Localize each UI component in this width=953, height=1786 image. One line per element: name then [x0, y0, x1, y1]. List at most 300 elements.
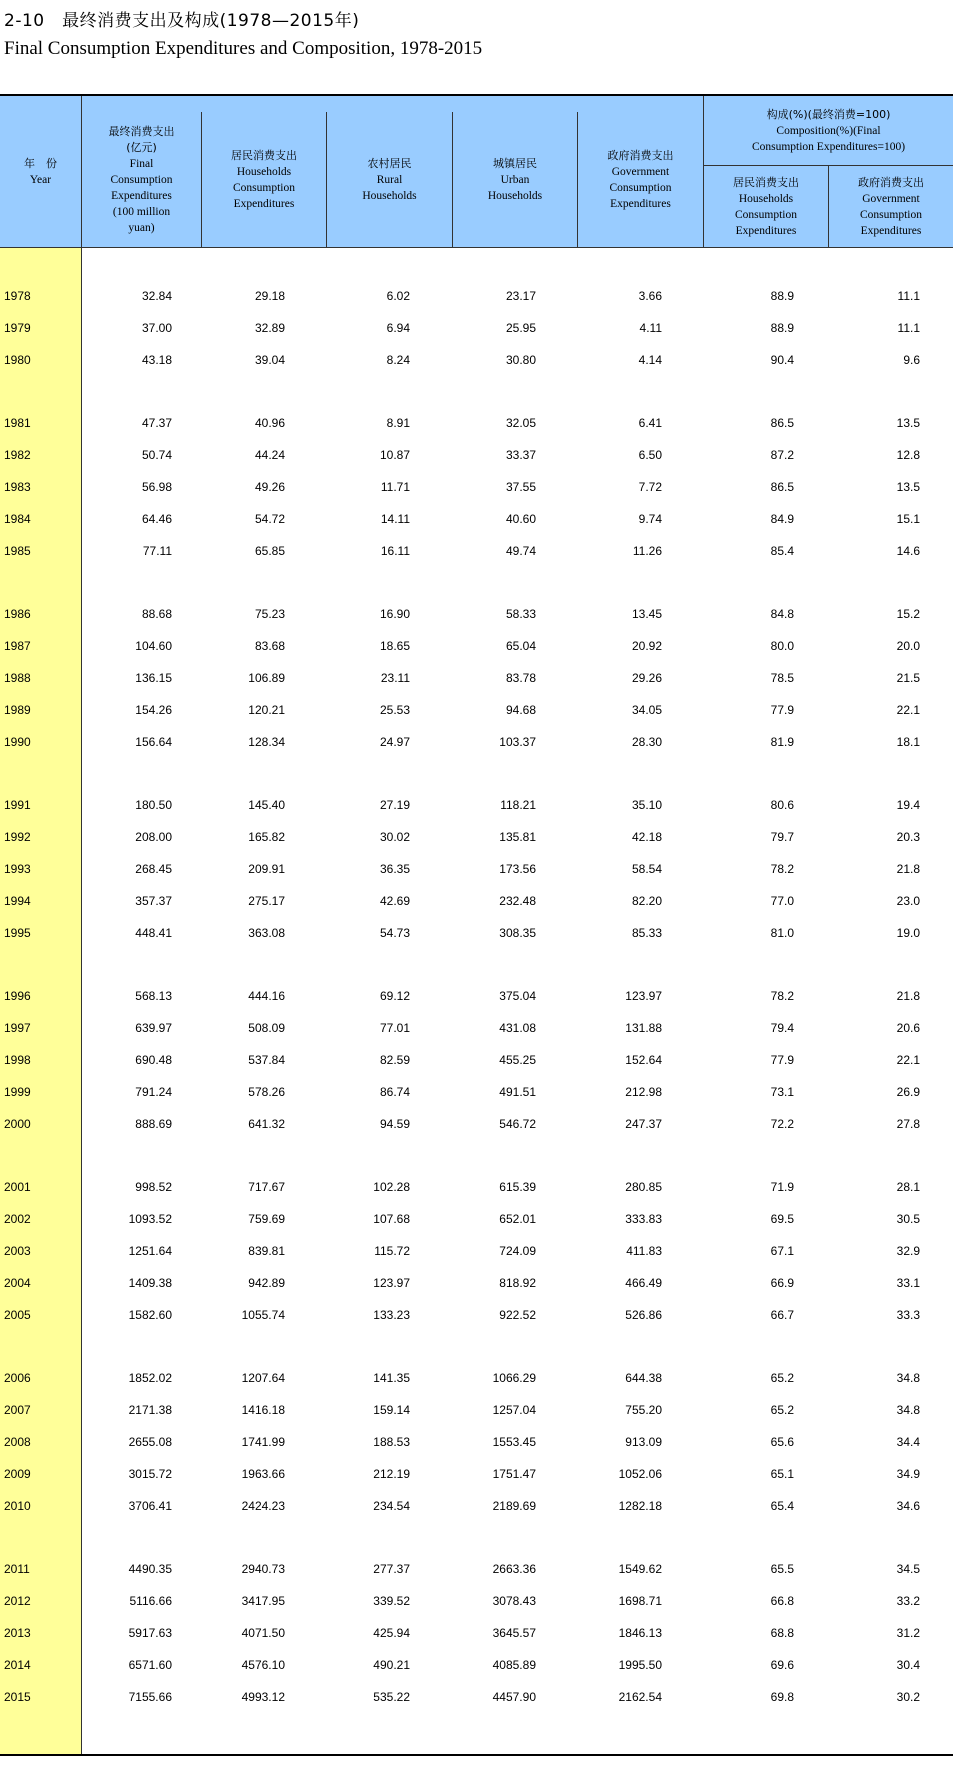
row-cell: 690.48: [135, 1053, 172, 1067]
table-row: [0, 1369, 953, 1389]
row-cell: 1852.02: [128, 1371, 172, 1385]
row-cell: 22.1: [896, 1053, 920, 1067]
table-row: [0, 1242, 953, 1262]
row-cell: 839.81: [248, 1244, 285, 1258]
row-cell: 1553.45: [492, 1435, 536, 1449]
table-row: [0, 542, 953, 562]
row-cell: 21.8: [896, 989, 920, 1003]
row-cell: 84.9: [770, 512, 794, 526]
row-cell: 18.1: [896, 735, 920, 749]
row-cell: 65.2: [770, 1371, 794, 1385]
row-cell: 30.5: [896, 1212, 920, 1226]
row-cell: 86.74: [379, 1085, 410, 1099]
row-cell: 1416.18: [241, 1403, 285, 1417]
row-cell: 77.01: [379, 1021, 410, 1035]
row-cell: 34.6: [896, 1499, 920, 1513]
table-row: [0, 1497, 953, 1517]
row-cell: 333.83: [625, 1212, 662, 1226]
row-year: 2009: [4, 1467, 31, 1481]
row-cell: 78.2: [770, 989, 794, 1003]
table-row: [0, 1624, 953, 1644]
row-cell: 2655.08: [128, 1435, 172, 1449]
row-cell: 65.6: [770, 1435, 794, 1449]
row-cell: 212.98: [625, 1085, 662, 1099]
row-cell: 102.28: [373, 1180, 410, 1194]
row-cell: 65.04: [505, 639, 536, 653]
table-row: [0, 733, 953, 753]
table-row: [0, 1560, 953, 1580]
row-cell: 6571.60: [128, 1658, 172, 1672]
row-cell: 1055.74: [241, 1308, 285, 1322]
row-cell: 16.90: [379, 607, 410, 621]
row-cell: 87.2: [770, 448, 794, 462]
row-cell: 131.88: [625, 1021, 662, 1035]
row-cell: 1549.62: [618, 1562, 662, 1576]
row-cell: 28.30: [631, 735, 662, 749]
row-cell: 1582.60: [128, 1308, 172, 1322]
row-cell: 913.09: [625, 1435, 662, 1449]
row-cell: 66.8: [770, 1594, 794, 1608]
row-cell: 50.74: [141, 448, 172, 462]
row-cell: 1257.04: [492, 1403, 536, 1417]
row-cell: 136.15: [135, 671, 172, 685]
data-table: [0, 94, 953, 1756]
row-cell: 7155.66: [128, 1690, 172, 1704]
row-cell: 69.12: [379, 989, 410, 1003]
row-cell: 11.26: [632, 544, 662, 558]
row-cell: 3.66: [638, 289, 662, 303]
row-cell: 103.37: [499, 735, 536, 749]
row-cell: 27.8: [896, 1117, 920, 1131]
table-row: [0, 414, 953, 434]
row-year: 2001: [4, 1180, 31, 1194]
row-cell: 83.78: [505, 671, 536, 685]
row-year: 2013: [4, 1626, 31, 1640]
row-cell: 1995.50: [618, 1658, 662, 1672]
table-row: [0, 1656, 953, 1676]
header-households: 居民消费支出 Households Consumption Expenditures: [202, 112, 327, 248]
row-cell: 615.39: [499, 1180, 536, 1194]
row-cell: 152.64: [625, 1053, 662, 1067]
row-cell: 66.9: [770, 1276, 794, 1290]
row-cell: 34.8: [896, 1371, 920, 1385]
row-cell: 27.19: [379, 798, 410, 812]
row-year: 2012: [4, 1594, 31, 1608]
row-cell: 67.1: [770, 1244, 794, 1258]
row-cell: 448.41: [135, 926, 172, 940]
row-cell: 85.4: [770, 544, 794, 558]
row-cell: 72.2: [770, 1117, 794, 1131]
row-year: 2010: [4, 1499, 31, 1513]
row-cell: 8.91: [386, 416, 410, 430]
row-cell: 759.69: [248, 1212, 285, 1226]
row-cell: 20.92: [631, 639, 662, 653]
row-cell: 14.11: [380, 512, 410, 526]
header-government: 政府消费支出 Government Consumption Expenditures: [578, 112, 704, 248]
row-cell: 5917.63: [128, 1626, 172, 1640]
row-cell: 16.11: [380, 544, 410, 558]
row-cell: 9.74: [638, 512, 662, 526]
row-cell: 21.5: [896, 671, 920, 685]
row-cell: 78.5: [770, 671, 794, 685]
row-cell: 159.14: [373, 1403, 410, 1417]
table-row: [0, 1401, 953, 1421]
row-cell: 80.6: [770, 798, 794, 812]
row-cell: 3645.57: [492, 1626, 536, 1640]
row-year: 1982: [4, 448, 31, 462]
row-year: 1984: [4, 512, 31, 526]
row-cell: 455.25: [499, 1053, 536, 1067]
table-row: [0, 1051, 953, 1071]
row-cell: 133.23: [373, 1308, 410, 1322]
table-row: [0, 828, 953, 848]
row-cell: 491.51: [499, 1085, 536, 1099]
row-cell: 28.1: [896, 1180, 920, 1194]
table-row: [0, 860, 953, 880]
table-row: [0, 1019, 953, 1039]
row-cell: 29.26: [631, 671, 662, 685]
row-cell: 1251.64: [128, 1244, 172, 1258]
row-cell: 47.37: [141, 416, 172, 430]
row-cell: 268.45: [135, 862, 172, 876]
row-cell: 13.5: [896, 416, 920, 430]
row-cell: 33.3: [896, 1308, 920, 1322]
row-year: 2008: [4, 1435, 31, 1449]
row-cell: 11.1: [897, 289, 920, 303]
row-year: 1985: [4, 544, 31, 558]
row-cell: 9.6: [903, 353, 920, 367]
row-cell: 88.9: [770, 289, 794, 303]
header-final-consumption: 最终消费支出 (亿元) Final Consumption Expenditures (100 million yuan): [82, 112, 202, 248]
table-row: [0, 1433, 953, 1453]
row-cell: 94.59: [379, 1117, 410, 1131]
row-cell: 58.33: [505, 607, 536, 621]
table-row: [0, 1465, 953, 1485]
row-cell: 77.11: [142, 544, 172, 558]
row-cell: 94.68: [505, 703, 536, 717]
row-cell: 363.08: [248, 926, 285, 940]
row-cell: 2940.73: [241, 1562, 285, 1576]
row-cell: 212.19: [373, 1467, 410, 1481]
row-cell: 2171.38: [128, 1403, 172, 1417]
header-urban: 城镇居民 Urban Households: [453, 112, 578, 248]
row-cell: 115.72: [374, 1244, 410, 1258]
row-cell: 32.84: [141, 289, 172, 303]
row-cell: 106.89: [248, 671, 285, 685]
row-cell: 145.40: [248, 798, 285, 812]
row-cell: 86.5: [770, 480, 794, 494]
row-cell: 490.21: [373, 1658, 410, 1672]
row-cell: 49.26: [254, 480, 285, 494]
row-year: 2011: [4, 1562, 30, 1576]
row-cell: 24.97: [379, 735, 410, 749]
row-cell: 641.32: [248, 1117, 285, 1131]
table-row: [0, 924, 953, 944]
row-cell: 165.82: [248, 830, 285, 844]
row-cell: 82.59: [379, 1053, 410, 1067]
row-year: 1997: [4, 1021, 31, 1035]
row-cell: 85.33: [631, 926, 662, 940]
row-cell: 19.4: [896, 798, 920, 812]
row-cell: 280.85: [625, 1180, 662, 1194]
row-cell: 3078.43: [492, 1594, 536, 1608]
row-year: 2007: [4, 1403, 31, 1417]
row-cell: 1066.29: [492, 1371, 536, 1385]
row-cell: 34.9: [896, 1467, 920, 1481]
row-cell: 33.2: [896, 1594, 920, 1608]
row-cell: 30.4: [896, 1658, 920, 1672]
row-cell: 578.26: [248, 1085, 285, 1099]
row-cell: 34.5: [896, 1562, 920, 1576]
row-cell: 35.10: [631, 798, 662, 812]
row-cell: 1207.64: [241, 1371, 285, 1385]
row-cell: 33.37: [505, 448, 536, 462]
row-cell: 3015.72: [128, 1467, 172, 1481]
row-cell: 69.8: [770, 1690, 794, 1704]
row-cell: 717.67: [248, 1180, 285, 1194]
row-cell: 71.9: [770, 1180, 794, 1194]
row-cell: 40.96: [254, 416, 285, 430]
row-cell: 888.69: [135, 1117, 172, 1131]
row-cell: 4.14: [638, 353, 662, 367]
row-cell: 791.24: [135, 1085, 172, 1099]
row-cell: 308.35: [499, 926, 536, 940]
row-cell: 639.97: [135, 1021, 172, 1035]
row-year: 1996: [4, 989, 31, 1003]
row-cell: 18.65: [379, 639, 410, 653]
row-cell: 29.18: [254, 289, 285, 303]
row-cell: 65.4: [770, 1499, 794, 1513]
row-cell: 26.9: [896, 1085, 920, 1099]
row-year: 1994: [4, 894, 31, 908]
row-cell: 5116.66: [129, 1594, 172, 1608]
row-cell: 411.83: [626, 1244, 662, 1258]
row-cell: 69.5: [770, 1212, 794, 1226]
row-cell: 247.37: [625, 1117, 662, 1131]
row-cell: 6.02: [386, 289, 410, 303]
row-cell: 2424.23: [241, 1499, 285, 1513]
row-cell: 32.05: [505, 416, 536, 430]
row-year: 1991: [4, 798, 31, 812]
row-cell: 30.02: [379, 830, 410, 844]
row-cell: 73.1: [770, 1085, 794, 1099]
row-cell: 65.2: [770, 1403, 794, 1417]
row-cell: 37.00: [141, 321, 172, 335]
header-year: 年 份 Year: [0, 96, 82, 248]
row-year: 1999: [4, 1085, 31, 1099]
row-cell: 75.23: [254, 607, 285, 621]
row-cell: 79.7: [770, 830, 794, 844]
row-cell: 998.52: [135, 1180, 172, 1194]
row-year: 2006: [4, 1371, 31, 1385]
row-cell: 34.8: [896, 1403, 920, 1417]
row-cell: 188.53: [373, 1435, 410, 1449]
row-cell: 1698.71: [618, 1594, 662, 1608]
row-cell: 31.2: [896, 1626, 920, 1640]
table-row: [0, 1115, 953, 1135]
row-year: 1979: [4, 321, 31, 335]
row-cell: 77.9: [770, 1053, 794, 1067]
row-cell: 81.9: [770, 735, 794, 749]
row-cell: 755.20: [625, 1403, 662, 1417]
row-cell: 4085.89: [492, 1658, 536, 1672]
row-cell: 234.54: [373, 1499, 410, 1513]
row-cell: 34.05: [631, 703, 662, 717]
row-cell: 466.49: [625, 1276, 662, 1290]
row-cell: 82.20: [631, 894, 662, 908]
table-row: [0, 351, 953, 371]
header-comp-government: 政府消费支出 Government Consumption Expenditures: [829, 166, 953, 248]
row-cell: 1409.38: [128, 1276, 172, 1290]
row-cell: 43.18: [141, 353, 172, 367]
row-cell: 8.24: [386, 353, 410, 367]
table-row: [0, 1592, 953, 1612]
row-cell: 65.1: [770, 1467, 794, 1481]
row-cell: 77.0: [770, 894, 794, 908]
row-cell: 644.38: [625, 1371, 662, 1385]
row-cell: 30.2: [896, 1690, 920, 1704]
row-cell: 4.11: [639, 321, 662, 335]
row-cell: 431.08: [499, 1021, 536, 1035]
row-cell: 141.35: [373, 1371, 410, 1385]
row-cell: 942.89: [248, 1276, 285, 1290]
row-cell: 22.1: [896, 703, 920, 717]
row-cell: 1282.18: [618, 1499, 662, 1513]
row-cell: 537.84: [248, 1053, 285, 1067]
row-cell: 34.4: [896, 1435, 920, 1449]
row-cell: 425.94: [373, 1626, 410, 1640]
row-cell: 13.5: [896, 480, 920, 494]
row-year: 1998: [4, 1053, 31, 1067]
row-cell: 68.8: [770, 1626, 794, 1640]
row-cell: 4457.90: [492, 1690, 536, 1704]
row-cell: 33.1: [896, 1276, 920, 1290]
row-cell: 1741.99: [241, 1435, 285, 1449]
row-cell: 19.0: [896, 926, 920, 940]
row-year: 1993: [4, 862, 31, 876]
row-year: 2003: [4, 1244, 31, 1258]
row-cell: 209.91: [248, 862, 285, 876]
row-cell: 1052.06: [618, 1467, 662, 1481]
row-cell: 123.97: [373, 1276, 410, 1290]
row-cell: 526.86: [625, 1308, 662, 1322]
row-year: 2000: [4, 1117, 31, 1131]
row-cell: 4490.35: [128, 1562, 172, 1576]
row-cell: 88.68: [141, 607, 172, 621]
row-cell: 65.85: [254, 544, 285, 558]
row-cell: 42.18: [631, 830, 662, 844]
table-row: [0, 478, 953, 498]
row-cell: 173.56: [499, 862, 536, 876]
row-cell: 40.60: [505, 512, 536, 526]
row-cell: 120.21: [248, 703, 285, 717]
row-cell: 6.50: [638, 448, 662, 462]
row-cell: 6.41: [638, 416, 662, 430]
row-cell: 444.16: [248, 989, 285, 1003]
row-cell: 724.09: [499, 1244, 536, 1258]
row-cell: 25.95: [505, 321, 536, 335]
table-row: [0, 1274, 953, 1294]
row-cell: 23.0: [896, 894, 920, 908]
row-cell: 6.94: [386, 321, 410, 335]
table-row: [0, 987, 953, 1007]
row-cell: 339.52: [373, 1594, 410, 1608]
row-year: 1987: [4, 639, 31, 653]
row-cell: 107.68: [373, 1212, 410, 1226]
row-cell: 37.55: [505, 480, 536, 494]
row-cell: 123.97: [625, 989, 662, 1003]
row-cell: 39.04: [254, 353, 285, 367]
row-cell: 44.24: [254, 448, 285, 462]
row-cell: 375.04: [499, 989, 536, 1003]
row-cell: 7.72: [638, 480, 662, 494]
table-row: [0, 446, 953, 466]
row-cell: 508.09: [248, 1021, 285, 1035]
row-year: 1986: [4, 607, 31, 621]
table-row: [0, 319, 953, 339]
row-year: 2014: [4, 1658, 31, 1672]
row-cell: 2663.36: [492, 1562, 536, 1576]
row-cell: 36.35: [379, 862, 410, 876]
row-cell: 13.45: [631, 607, 662, 621]
row-cell: 84.8: [770, 607, 794, 621]
row-cell: 20.6: [896, 1021, 920, 1035]
row-cell: 277.37: [373, 1562, 410, 1576]
row-cell: 180.50: [135, 798, 172, 812]
row-year: 1978: [4, 289, 31, 303]
row-cell: 21.8: [896, 862, 920, 876]
row-cell: 535.22: [373, 1690, 410, 1704]
row-cell: 42.69: [379, 894, 410, 908]
table-title-en: Final Consumption Expenditures and Composition, 1978-2015: [4, 38, 483, 59]
row-year: 2005: [4, 1308, 31, 1322]
row-cell: 65.5: [770, 1562, 794, 1576]
table-bottom-rule: [0, 1754, 953, 1756]
row-year: 1981: [4, 416, 31, 430]
row-cell: 135.81: [499, 830, 536, 844]
row-cell: 49.74: [505, 544, 536, 558]
row-cell: 1963.66: [241, 1467, 285, 1481]
row-cell: 1846.13: [618, 1626, 662, 1640]
row-year: 1980: [4, 353, 31, 367]
row-cell: 58.54: [631, 862, 662, 876]
row-cell: 20.0: [896, 639, 920, 653]
row-year: 1990: [4, 735, 31, 749]
row-cell: 4993.12: [241, 1690, 285, 1704]
row-cell: 54.72: [254, 512, 285, 526]
row-cell: 1751.47: [492, 1467, 536, 1481]
row-cell: 81.0: [770, 926, 794, 940]
table-row: [0, 510, 953, 530]
row-year: 2015: [4, 1690, 31, 1704]
row-cell: 104.60: [135, 639, 172, 653]
header-span-top: [82, 96, 704, 112]
header-rural: 农村居民 Rural Households: [327, 112, 453, 248]
row-cell: 128.34: [248, 735, 285, 749]
row-cell: 64.46: [141, 512, 172, 526]
row-cell: 652.01: [499, 1212, 536, 1226]
table-title-zh: 2-10 最终消费支出及构成(1978—2015年): [4, 11, 360, 31]
row-year: 1989: [4, 703, 31, 717]
row-cell: 10.87: [379, 448, 410, 462]
row-cell: 88.9: [770, 321, 794, 335]
row-cell: 357.37: [135, 894, 172, 908]
row-cell: 156.64: [135, 735, 172, 749]
row-cell: 25.53: [379, 703, 410, 717]
row-cell: 90.4: [770, 353, 794, 367]
row-cell: 32.9: [896, 1244, 920, 1258]
row-cell: 14.6: [896, 544, 920, 558]
